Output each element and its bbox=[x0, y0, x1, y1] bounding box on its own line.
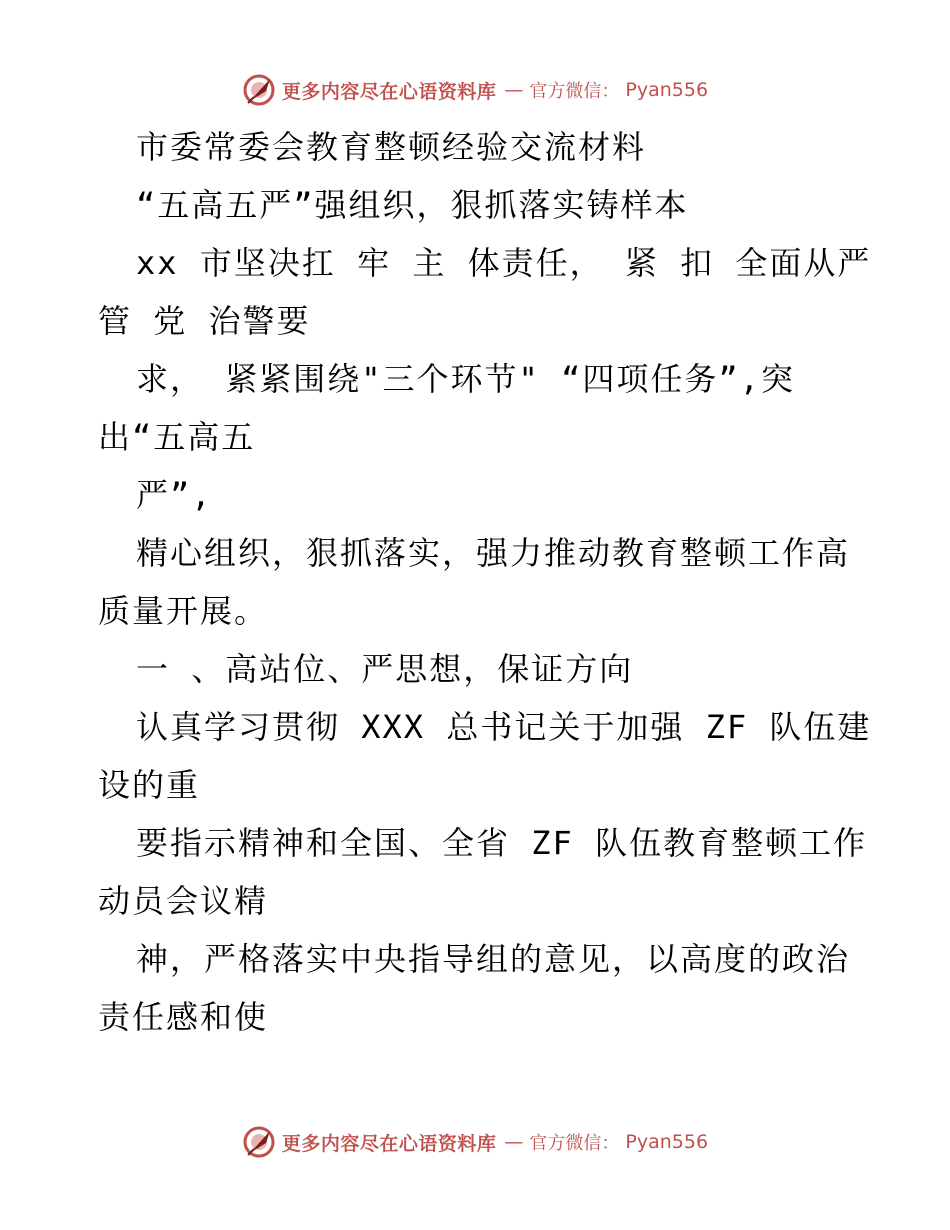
banner-dash: — bbox=[504, 79, 522, 101]
text-line: 要指示精神和全国、全省 ZF 队伍教育整顿工作 bbox=[136, 824, 868, 862]
text-line: 精心组织，狠抓落实，强力推动教育整顿工作高 bbox=[136, 534, 851, 572]
text-line: 管 党 治警要 bbox=[98, 302, 311, 340]
banner-wechat-id: Pyan556 bbox=[625, 79, 709, 101]
text-line: 出“五高五 bbox=[98, 418, 256, 456]
doc-title: 市委常委会教育整顿经验交流材料 bbox=[136, 128, 647, 166]
quill-logo-icon bbox=[242, 1125, 276, 1159]
banner-dash: — bbox=[504, 1131, 522, 1153]
text-line: 质量开展。 bbox=[98, 592, 269, 630]
quill-logo-icon bbox=[242, 73, 276, 107]
section-heading: 一 、高站位、严思想，保证方向 bbox=[136, 650, 634, 688]
text-line: 责任感和使 bbox=[98, 998, 269, 1036]
banner-text: 更多内容尽在心语资料库 bbox=[281, 80, 497, 103]
footer-banner bbox=[0, 1122, 950, 1162]
doc-subtitle: “五高五严”强组织，狠抓落实铸样本 bbox=[136, 186, 689, 224]
banner-wechat-id: Pyan556 bbox=[625, 1131, 709, 1153]
text-line: 动员会议精 bbox=[98, 882, 269, 920]
text-line: xx 市坚决扛 牢 主 体责任， 紧 扣 全面从严 bbox=[136, 244, 872, 282]
text-line: 神，严格落实中央指导组的意见，以高度的政治 bbox=[136, 940, 851, 978]
banner-wechat-label: 官方微信： bbox=[529, 81, 620, 102]
header-banner bbox=[0, 70, 950, 110]
text-line: 设的重 bbox=[98, 766, 201, 804]
text-line: 严”, bbox=[136, 476, 213, 514]
banner-text: 更多内容尽在心语资料库 bbox=[281, 1132, 497, 1155]
text-line: 认真学习贯彻 XXX 总书记关于加强 ZF 队伍建 bbox=[136, 708, 872, 746]
text-line: 求， 紧紧围绕"三个环节" “四项任务”,突 bbox=[136, 360, 795, 398]
banner-wechat-label: 官方微信： bbox=[529, 1133, 620, 1154]
